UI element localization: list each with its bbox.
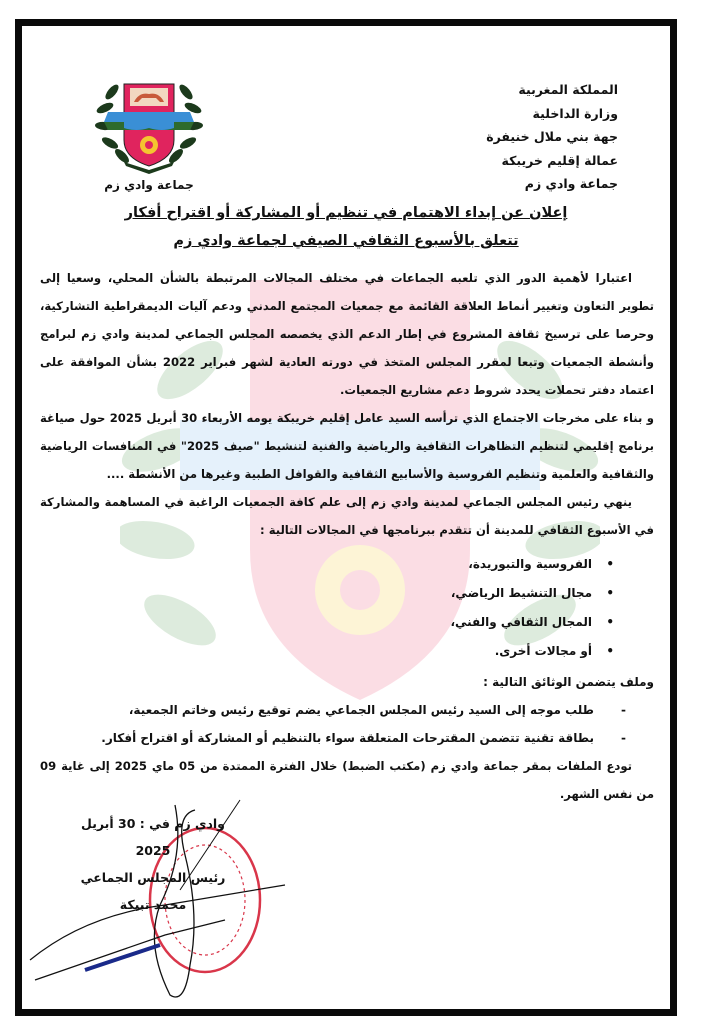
title-line-2: تتعلق بالأسبوع الثقافي الصيفي لجماعة وادي زم bbox=[173, 233, 519, 249]
title-line-1: إعلان عن إبداء الاهتمام في تنظيم أو المشاركة أو اقتراح أفكار bbox=[124, 205, 568, 221]
commune-logo bbox=[94, 70, 204, 200]
documents-list bbox=[40, 696, 654, 752]
paragraph-context: اعتبارا لأهمية الدور الذي تلعبه الجماعات في مختلف المجالات المرتبطة بالشأن المحلي، وسعيا إلى تطوير التعاون وتغيير أنماط العلاقة القائمة مع جمعيات المجتمع المدني ودعم آليات الديمقراطية التشاركية، وحرصا على ترسيخ ثقافة المشروع في إطار الدعم الذي يخصصه المجلس الجماعي لمدينة وادي زم لبرامج وأنشطة الجمعيات وتبعا لمقرر المجلس المتخذ في دورته العادية لشهر فبراير 2022 بشأن الموافقة على اعتماد دفتر تحملات يحدد شروط دعم مشاريع الجمعيات. bbox=[40, 271, 654, 397]
deposit-instructions: تودع الملفات بمقر جماعة وادي زم (مكتب الضبط) خلال الفترة الممتدة من 05 ماي 2025 إلى غاية 09 من نفس الشهر. bbox=[40, 759, 654, 801]
domain-item: • مجال التنشيط الرياضي، bbox=[40, 579, 654, 608]
announcement-title bbox=[22, 199, 670, 255]
document-item: - بطاقة تقنية تتضمن المقترحات المتعلقة سواء بالتنظيم أو المشاركة أو اقتراح أفكار. bbox=[40, 724, 654, 752]
header-region: جهة بني ملال خنيفرة bbox=[486, 129, 618, 144]
domain-item: • المجال الثقافي والفني، bbox=[40, 608, 654, 637]
signature-name: محمد تبيكة bbox=[119, 897, 187, 912]
header-commune: جماعة وادي زم bbox=[524, 176, 618, 191]
logo-caption: جماعة وادي زم bbox=[104, 178, 194, 192]
header-ministry: وزارة الداخلية bbox=[532, 105, 618, 121]
announcement-body bbox=[40, 264, 654, 808]
documents-intro: وملف يتضمن الوثائق التالية : bbox=[483, 675, 654, 689]
handwritten-signature bbox=[25, 795, 325, 1005]
header-prefecture: عمالة إقليم خريبكة bbox=[501, 152, 618, 168]
header-kingdom: المملكة المغربية bbox=[518, 82, 618, 97]
domain-item: • أو مجالات أخرى. bbox=[40, 637, 654, 666]
domains-list bbox=[40, 550, 654, 666]
paragraph-invitation: ينهي رئيس المجلس الجماعي لمدينة وادي زم إلى علم كافة الجمعيات الراغبة في المساهمة والمشاركة في الأسبوع الثقافي للمدينة أن تتقدم ببرنامجها في المجالات التالية : bbox=[40, 495, 654, 537]
signature-role: رئيس المجلس الجماعي bbox=[80, 870, 226, 885]
signature-place-date: وادي زم في : 30 أبريل 2025 bbox=[81, 816, 225, 858]
coat-of-arms-icon bbox=[94, 70, 204, 176]
domain-item: • الفروسية والتبوريدة، bbox=[40, 550, 654, 579]
document-item: - طلب موجه إلى السيد رئيس المجلس الجماعي يضم توقيع رئيس وخاتم الجمعية، bbox=[40, 696, 654, 724]
issuer-header bbox=[486, 78, 618, 196]
paragraph-meeting: و بناء على مخرجات الاجتماع الذي ترأسه السيد عامل إقليم خريبكة يومه الأربعاء 30 أبريل 2025 حول صياغة برنامج إقليمي لتنظيم التظاهرات الثقافية والرياضية والفنية لتنشيط "صيف 2025" في المنافسات الرياضية والثقافية والعلمية وتنظيم الفروسية والأسابيع الثقافية والقوافل الطبية وغيرها من الأنشطة .... bbox=[40, 411, 654, 481]
